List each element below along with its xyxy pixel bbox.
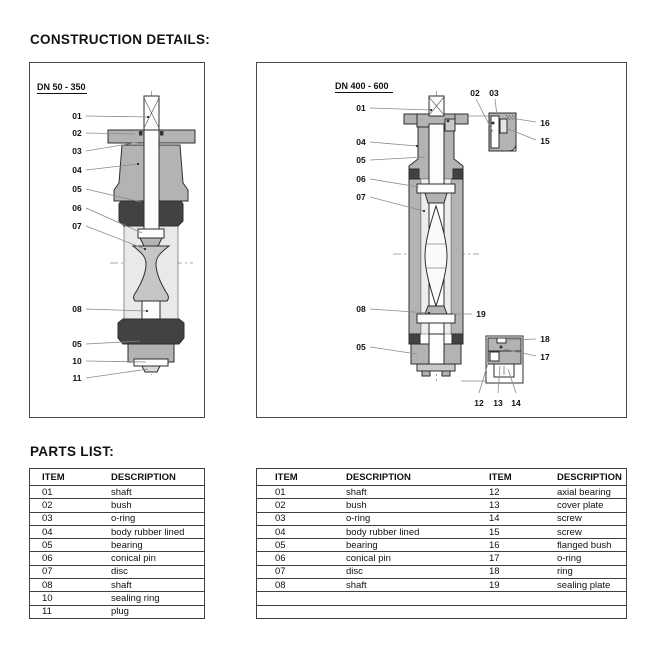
callout-label: 05 bbox=[72, 184, 82, 194]
description-cell: screw bbox=[555, 525, 627, 538]
item-cell: 03 bbox=[257, 512, 336, 525]
callout-label: 15 bbox=[540, 136, 550, 146]
item-cell: 10 bbox=[30, 592, 100, 605]
callout-label: 01 bbox=[356, 103, 366, 113]
callout-label: 01 bbox=[72, 111, 82, 121]
callout-label: 16 bbox=[540, 118, 550, 128]
table-row bbox=[257, 512, 627, 525]
bush-mark bbox=[139, 131, 143, 136]
shaft-bottom bbox=[429, 334, 444, 364]
callout-label: 11 bbox=[72, 373, 82, 383]
range-label: DN 50 - 350 bbox=[37, 82, 86, 92]
item-cell: 05 bbox=[257, 539, 336, 552]
bearing-block-bottom bbox=[409, 334, 420, 344]
body-wall bbox=[451, 179, 463, 334]
table-row bbox=[30, 512, 205, 525]
table-row bbox=[257, 539, 627, 552]
table-row bbox=[257, 486, 627, 499]
description-cell: shaft bbox=[335, 579, 477, 592]
screw-detail bbox=[500, 119, 507, 133]
table-row bbox=[30, 565, 205, 578]
callout-label: 07 bbox=[356, 192, 366, 202]
sealing-ring bbox=[134, 359, 168, 366]
description-cell: o-ring bbox=[555, 552, 627, 565]
ring-detail bbox=[497, 338, 506, 343]
item-cell bbox=[477, 592, 555, 605]
callout-label: 07 bbox=[72, 221, 82, 231]
callout-label: 14 bbox=[511, 398, 521, 408]
callout-label: 04 bbox=[356, 137, 366, 147]
page-title: CONSTRUCTION DETAILS: bbox=[30, 32, 211, 47]
description-cell: o-ring bbox=[335, 512, 477, 525]
body-wall bbox=[409, 179, 421, 334]
bearing-block-bottom bbox=[452, 334, 463, 344]
item-cell: 07 bbox=[257, 565, 336, 578]
diagram-box-dn50-350 bbox=[29, 62, 205, 418]
callout-label: 03 bbox=[489, 88, 499, 98]
item-cell: 06 bbox=[30, 552, 100, 565]
description-cell: disc bbox=[99, 565, 205, 578]
table-row bbox=[257, 525, 627, 538]
plug bbox=[142, 366, 160, 372]
description-cell: bearing bbox=[99, 539, 205, 552]
conical-pin bbox=[417, 184, 455, 193]
table-row-empty bbox=[257, 605, 627, 618]
bearing-block-top bbox=[409, 169, 419, 179]
screw-foot bbox=[442, 371, 450, 376]
table-row-empty bbox=[257, 592, 627, 605]
bottom-plate bbox=[417, 364, 455, 371]
screw-foot bbox=[422, 371, 430, 376]
callout-label: 04 bbox=[72, 165, 82, 175]
item-cell: 02 bbox=[30, 499, 100, 512]
table-row bbox=[30, 539, 205, 552]
bush-mark bbox=[445, 119, 455, 131]
description-cell: o-ring bbox=[99, 512, 205, 525]
callout-label: 05 bbox=[356, 342, 366, 352]
callout-label: 18 bbox=[540, 334, 550, 344]
column-header-description: DESCRIPTION bbox=[335, 469, 477, 486]
shaft-channel bbox=[144, 130, 159, 229]
description-cell: sealing ring bbox=[99, 592, 205, 605]
item-cell: 19 bbox=[477, 579, 555, 592]
o-ring-detail bbox=[500, 346, 503, 349]
description-cell: shaft bbox=[335, 486, 477, 499]
item-cell: 06 bbox=[257, 552, 336, 565]
table-row bbox=[30, 579, 205, 592]
table-row bbox=[30, 486, 205, 499]
description-cell: conical pin bbox=[99, 552, 205, 565]
description-cell: ring bbox=[555, 565, 627, 578]
callout-label: 13 bbox=[493, 398, 503, 408]
description-cell: shaft bbox=[99, 486, 205, 499]
item-cell: 12 bbox=[477, 486, 555, 499]
description-cell: plug bbox=[99, 605, 205, 618]
column-header-description: DESCRIPTION bbox=[555, 469, 627, 486]
item-cell: 17 bbox=[477, 552, 555, 565]
callout-label: 10 bbox=[72, 356, 82, 366]
item-cell bbox=[477, 605, 555, 618]
o-ring-mark bbox=[447, 120, 450, 123]
conical-pin bbox=[138, 229, 164, 238]
diagram-box-dn400-600 bbox=[256, 62, 627, 418]
o-ring-detail bbox=[492, 122, 495, 125]
item-cell: 02 bbox=[257, 499, 336, 512]
description-cell: disc bbox=[335, 565, 477, 578]
table-row bbox=[30, 552, 205, 565]
item-cell: 18 bbox=[477, 565, 555, 578]
table-row bbox=[30, 525, 205, 538]
description-cell: body rubber lined bbox=[335, 525, 477, 538]
description-cell: axial bearing bbox=[555, 486, 627, 499]
bearing-block-bottom bbox=[118, 319, 184, 344]
parts-list-title: PARTS LIST: bbox=[30, 444, 115, 459]
column-header-item: ITEM bbox=[257, 469, 336, 486]
column-header-description: DESCRIPTION bbox=[99, 469, 205, 486]
table-row bbox=[257, 565, 627, 578]
description-cell bbox=[335, 592, 477, 605]
description-cell: bush bbox=[99, 499, 205, 512]
callout-label: 08 bbox=[356, 304, 366, 314]
callout-label: 03 bbox=[72, 146, 82, 156]
sealing-plate-band bbox=[417, 314, 455, 323]
range-label: DN 400 - 600 bbox=[335, 81, 389, 91]
item-cell: 04 bbox=[257, 525, 336, 538]
item-cell: 07 bbox=[30, 565, 100, 578]
table-header-row bbox=[30, 469, 205, 486]
item-cell: 04 bbox=[30, 525, 100, 538]
callout-label: 17 bbox=[540, 352, 550, 362]
parts-table-right bbox=[256, 468, 627, 619]
callout-label: 05 bbox=[72, 339, 82, 349]
item-cell bbox=[257, 605, 336, 618]
construction-drawing-dn400-600 bbox=[257, 63, 626, 417]
pin-retainer bbox=[425, 193, 447, 203]
item-cell: 08 bbox=[30, 579, 100, 592]
detail-view-bottom bbox=[486, 336, 523, 383]
item-cell: 05 bbox=[30, 539, 100, 552]
table-row bbox=[257, 552, 627, 565]
table-row bbox=[30, 592, 205, 605]
description-cell bbox=[555, 592, 627, 605]
description-cell bbox=[555, 605, 627, 618]
construction-drawing-dn50-350 bbox=[30, 63, 204, 417]
description-cell: flanged bush bbox=[555, 539, 627, 552]
item-cell: 15 bbox=[477, 525, 555, 538]
column-header-item: ITEM bbox=[30, 469, 100, 486]
column-header-item: ITEM bbox=[477, 469, 555, 486]
table-row bbox=[30, 605, 205, 618]
item-cell bbox=[257, 592, 336, 605]
table-header-row bbox=[257, 469, 627, 486]
table-row bbox=[257, 499, 627, 512]
item-cell: 03 bbox=[30, 512, 100, 525]
item-cell: 11 bbox=[30, 605, 100, 618]
item-cell: 16 bbox=[477, 539, 555, 552]
description-cell: bush bbox=[335, 499, 477, 512]
callout-label: 02 bbox=[72, 128, 82, 138]
callout-label: 08 bbox=[72, 304, 82, 314]
item-cell: 01 bbox=[30, 486, 100, 499]
description-cell: screw bbox=[555, 512, 627, 525]
item-cell: 13 bbox=[477, 499, 555, 512]
parts-table-left bbox=[29, 468, 205, 619]
detail-view-top bbox=[489, 113, 516, 151]
bearing-block-top bbox=[453, 169, 463, 179]
description-cell bbox=[335, 605, 477, 618]
description-cell: sealing plate bbox=[555, 579, 627, 592]
callout-label: 02 bbox=[470, 88, 480, 98]
callout-label: 19 bbox=[476, 309, 486, 319]
callout-label: 05 bbox=[356, 155, 366, 165]
description-cell: conical pin bbox=[335, 552, 477, 565]
pin-retainer bbox=[140, 238, 162, 246]
item-cell: 01 bbox=[257, 486, 336, 499]
table-row bbox=[257, 579, 627, 592]
callout-label: 06 bbox=[72, 203, 82, 213]
description-cell: body rubber lined bbox=[99, 525, 205, 538]
o-ring-mark bbox=[160, 131, 164, 136]
item-cell: 08 bbox=[257, 579, 336, 592]
item-cell: 14 bbox=[477, 512, 555, 525]
callout-label: 12 bbox=[474, 398, 484, 408]
callout-label: 06 bbox=[356, 174, 366, 184]
description-cell: shaft bbox=[99, 579, 205, 592]
description-cell: bearing bbox=[335, 539, 477, 552]
description-cell: cover plate bbox=[555, 499, 627, 512]
table-row bbox=[30, 499, 205, 512]
